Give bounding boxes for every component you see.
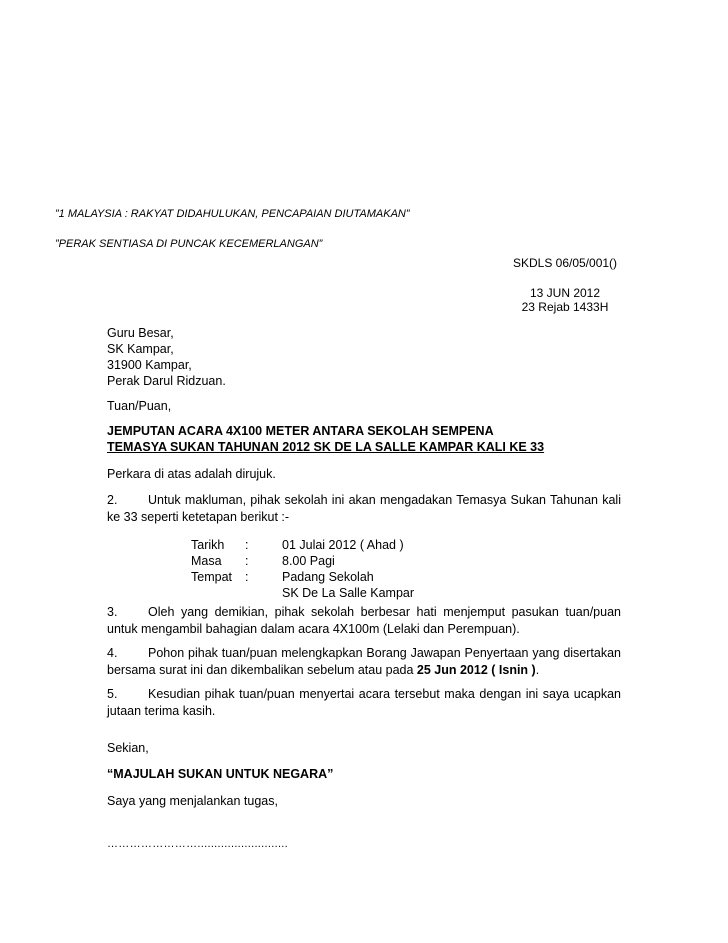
reference-number: SKDLS 06/05/001() <box>512 256 618 270</box>
detail-label: Masa <box>191 554 222 568</box>
recipient-school: SK Kampar, <box>107 342 174 356</box>
detail-row-tempat <box>191 569 482 585</box>
recipient-title: Guru Besar, <box>107 326 174 340</box>
slogan-perak: ”PERAK SENTIASA DI PUNCAK KECEMERLANGAN” <box>55 238 323 250</box>
detail-label: Tarikh <box>191 538 225 552</box>
paragraph-2-number: 2. <box>107 493 118 507</box>
paragraph-4-number: 4. <box>107 646 118 660</box>
paragraph-2 <box>107 492 621 526</box>
signature-line: ……………………........................... <box>107 838 289 850</box>
paragraph-3-text: Oleh yang demikian, pihak sekolah berbesar hati menjemput pasukan tuan/puan untuk mengambil bahagian dalam acara 4X100m (Lelaki dan Perempuan). <box>107 605 621 636</box>
paragraph-5 <box>107 686 621 720</box>
detail-value: 8.00 Pagi <box>282 554 335 568</box>
slogan-1malaysia: ”1 MALAYSIA : RAKYAT DIDAHULUKAN, PENCAPAIAN DIUTAMAKAN” <box>55 208 410 220</box>
paragraph-2-text: Untuk makluman, pihak sekolah ini akan mengadakan Temasya Sukan Tahunan kali ke 33 seperti ketetapan berikut :- <box>107 493 621 524</box>
hijri-date: 23 Rejab 1433H <box>521 300 609 314</box>
detail-colon: : <box>245 554 249 568</box>
paragraph-4-end: . <box>535 663 540 677</box>
detail-value: Padang Sekolah <box>282 570 374 584</box>
recipient-postcode: 31900 Kampar, <box>107 358 192 372</box>
paragraph-5-text: Kesudian pihak tuan/puan menyertai acara tersebut maka dengan ini saya ucapkan jutaan terima kasih. <box>107 687 621 718</box>
detail-label: Tempat <box>191 570 232 584</box>
recipient-state: Perak Darul Ridzuan. <box>107 374 226 388</box>
subject-line-2: TEMASYA SUKAN TAHUNAN 2012 SK DE LA SALLE KAMPAR KALI KE 33 <box>107 440 545 454</box>
closing-motto: “MAJULAH SUKAN UNTUK NEGARA” <box>107 767 334 781</box>
paragraph-3-number: 3. <box>107 605 118 619</box>
paragraph-4-text: Pohon pihak tuan/puan melengkapkan Borang Jawapan Penyertaan yang disertakan bersama surat ini dan dikembalikan sebelum atau pada <box>107 646 621 677</box>
detail-row-masa <box>191 553 482 569</box>
paragraph-3 <box>107 604 621 638</box>
closing-sekian: Sekian, <box>107 741 149 755</box>
detail-colon: : <box>245 570 249 584</box>
letter-date: 13 JUN 2012 <box>529 286 601 300</box>
subject-line-1: JEMPUTAN ACARA 4X100 METER ANTARA SEKOLAH SEMPENA <box>107 424 494 438</box>
detail-row-tempat-2 <box>191 585 482 601</box>
intro-text: Perkara di atas adalah dirujuk. <box>107 467 276 481</box>
detail-row-tarikh <box>191 537 482 553</box>
closing-saya: Saya yang menjalankan tugas, <box>107 794 278 808</box>
detail-value: 01 Julai 2012 ( Ahad ) <box>282 538 404 552</box>
event-details <box>191 537 482 601</box>
paragraph-4-deadline: 25 Jun 2012 ( Isnin ) <box>416 663 536 677</box>
paragraph-5-number: 5. <box>107 687 118 701</box>
detail-value: SK De La Salle Kampar <box>282 586 415 600</box>
salutation: Tuan/Puan, <box>107 399 172 413</box>
detail-colon: : <box>245 538 249 552</box>
paragraph-4 <box>107 645 621 679</box>
